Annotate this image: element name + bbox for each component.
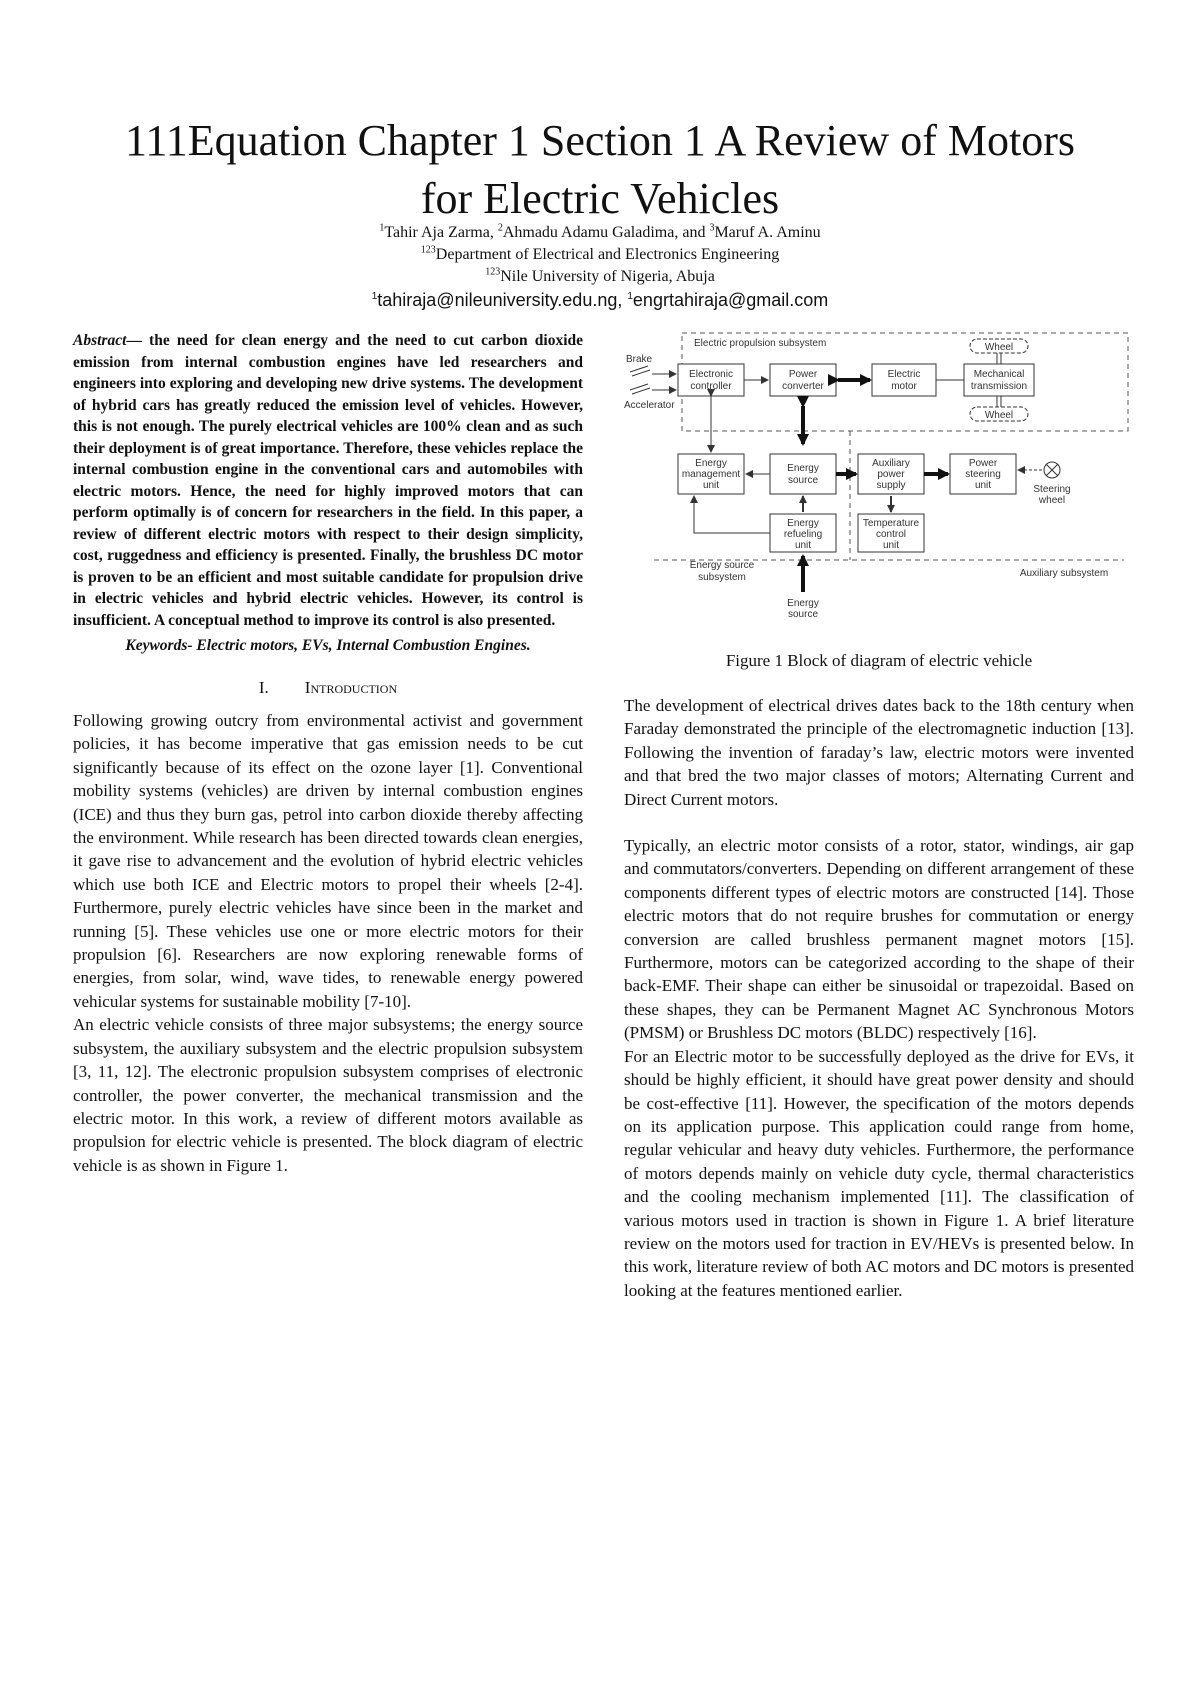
block-energy-source xyxy=(770,454,836,494)
title-line-2: for Electric Vehicles xyxy=(420,174,780,223)
energy-source-label-1: Energy xyxy=(787,463,819,474)
energy-source-label-2: source xyxy=(787,475,819,486)
university-sup: 123 xyxy=(485,266,501,278)
energy-refueling-label-3: unit xyxy=(794,540,812,551)
auxiliary-power-label-2: power xyxy=(877,469,905,480)
right-paragraph-1: The development of electrical drives dates back to the 18th century when Faraday demonstrated the principle of the electromagnetic induction [13]. Following the invention of faraday’s law, electric motors were invented and that bred the two major classes of motors; Alternating Current and Direct Current motors. xyxy=(624,696,1134,809)
power-steering-label-1: Power xyxy=(968,458,998,469)
author-block xyxy=(60,222,1140,312)
energy-management-label-1: Energy xyxy=(695,458,727,469)
paragraph-gap xyxy=(624,811,1134,834)
brake-pedal-icon xyxy=(630,366,650,376)
department-text: Department of Electrical and Electronics Engineering xyxy=(435,246,780,263)
accelerator-pedal-icon xyxy=(630,384,650,394)
wheel-top-label: Wheel xyxy=(984,342,1014,353)
label-propulsion-subsystem: Electric propulsion subsystem xyxy=(694,338,827,349)
arrow-refueling-to-management xyxy=(694,496,770,533)
email-2: engrtahiraja@gmail.com xyxy=(632,290,829,310)
author-2: Ahmadu Adamu Galadima, and xyxy=(502,224,710,241)
energy-management-label-2: management xyxy=(681,469,741,480)
steering-wheel-label-1: Steering xyxy=(1033,484,1071,495)
energy-source-subsystem-label-1: Energy source xyxy=(689,560,755,571)
intro-paragraph-1: Following growing outcry from environmental activist and government policies, it has become imperative that gas emission needs to be cut significantly because of its effect on the ozone layer [1]. Conventional mobility systems (vehicles) are driven by internal combustion engines (ICE) and thus they burn gas, petrol into carbon dioxide thereby affecting the environment. While research has been directed towards clean energies, it gave rise to advancement and the evolution of hybrid electric vehicles which use both ICE and Electric motors to propel their wheels [2-4]. Furthermore, purely electric vehicles have since been in the market and running [5]. These vehicles use one or more electric motors for their propulsion [6]. Researchers are now exploring renewable forms of energies, from solar, wind, wave tides, to renewable energy powered vehicular systems for sustainable mobility [7-10]. xyxy=(73,711,583,1011)
temperature-control-label-3: unit xyxy=(882,540,900,551)
section-number: I. xyxy=(258,678,269,697)
abstract xyxy=(73,330,583,631)
energy-source-input-label-2: source xyxy=(787,609,819,620)
title-line-1: 111Equation Chapter 1 Section 1 A Review of Motors xyxy=(125,116,1075,165)
wheel-bottom-label: Wheel xyxy=(984,410,1014,421)
auxiliary-subsystem-label: Auxiliary subsystem xyxy=(1019,568,1109,579)
section-heading-introduction xyxy=(73,677,583,699)
energy-source-subsystem-label-2: subsystem xyxy=(698,572,746,583)
block-diagram xyxy=(624,330,1134,642)
temperature-control-label-1: Temperature xyxy=(862,518,920,529)
left-column xyxy=(73,330,583,1177)
auxiliary-power-label-1: Auxiliary xyxy=(872,458,910,469)
label-accelerator: Accelerator xyxy=(624,400,675,411)
university-text: Nile University of Nigeria, Abuja xyxy=(500,268,715,285)
section-title: Introduction xyxy=(304,678,398,697)
power-steering-label-3: unit xyxy=(974,480,992,491)
auxiliary-power-label-3: supply xyxy=(876,480,906,491)
intro-paragraph-2: An electric vehicle consists of three major subsystems; the energy source subsystem, the auxiliary subsystem and the electric propulsion subsystem [3, 11, 12]. The electronic propulsion subsystem comprises of electronic controller, the power converter, the mechanical transmission and the electric motor. In this work, a review of different motors available as propulsion for electric vehicle is presented. The block diagram of electric vehicle is as shown in Figure 1. xyxy=(73,1015,583,1175)
author-university xyxy=(60,266,1140,288)
email-1: tahiraja@nileuniversity.edu.ng, xyxy=(377,290,628,310)
electric-motor-label-2: motor xyxy=(891,381,917,392)
figure-caption: Figure 1 Block of diagram of electric vehicle xyxy=(725,651,1033,670)
energy-refueling-label-1: Energy xyxy=(787,518,819,529)
author-names: $^1$Tahir Aja Zarma, $^2$Ahmadu Adamu Galadima, and $^3$Maruf A. Aminu xyxy=(379,222,821,241)
electronic-controller-label-1: Electronic xyxy=(689,369,733,380)
right-column xyxy=(624,330,1134,1302)
label-brake: Brake xyxy=(626,354,653,365)
right-paragraph-2: Typically, an electric motor consists of a rotor, stator, windings, air gap and commutators/converters. Depending on different arrangement of these components different types of electric motors are constructed [14]. Those electric motors that do not require brushes for commutation or energy conversion are called brushless permanent magnet motors [15]. Furthermore, motors can be categorized according to the shape of their back-EMF. Their shape can either be sinusoidal or trapezoidal. Based on these shapes, they can be Permanent Magnet AC Synchronous Motors (PMSM) or Brushless DC motors (BLDC) respectively [16]. xyxy=(624,836,1134,1043)
energy-management-label-3: unit xyxy=(702,480,720,491)
author-department xyxy=(60,244,1140,266)
author-3: Maruf A. Aminu xyxy=(714,224,821,241)
power-converter-label-2: converter xyxy=(782,381,824,392)
temperature-control-label-2: control xyxy=(875,529,907,540)
author-emails: $^1$tahiraja@nileuniversity.edu.ng, $^1$engrtahiraja@gmail.com xyxy=(371,290,829,310)
figure-1 xyxy=(624,330,1134,642)
right-paragraph-3: For an Electric motor to be successfully deployed as the drive for EVs, it should be highly efficient, it should have great power density and should be cost-effective [11]. However, the specification of the motors depends on its application purpose. This application could range from home, regular vehicular and heavy duty vehicles. Furthermore, the performance of motors depends mainly on vehicle duty cycle, thermal characteristics and the cooling mechanism implemented [11]. The classification of various motors used in traction is shown in Figure 1. A brief literature review on the motors used for traction in EV/HEVs is presented below. In this work, literature review of both AC motors and DC motors is presented looking at the features mentioned earlier. xyxy=(624,1046,1134,1300)
steering-wheel-spokes xyxy=(1046,464,1058,476)
author-1: Tahir Aja Zarma, xyxy=(384,224,498,241)
abstract-label: Abstract xyxy=(73,332,127,349)
power-converter-label-1: Power xyxy=(788,369,818,380)
paper-title xyxy=(60,112,1140,228)
mechanical-transmission-label-1: Mechanical xyxy=(973,369,1025,380)
mechanical-transmission-label-2: transmission xyxy=(970,381,1028,392)
department-sup: 123 xyxy=(420,244,436,256)
keywords: Keywords- Electric motors, EVs, Internal Combustion Engines. xyxy=(125,637,531,654)
abstract-text: — the need for clean energy and the need to cut carbon dioxide emission from internal combustion engines have led researchers and engineers into exploring and developing new drive systems. The development of hybrid cars has greatly reduced the emission level of vehicles. However, this is not enough. The purely electrical vehicles are 100% clean and as such their deployment is of great importance. Therefore, these vehicles replace the internal combustion engine in the conventional cars and automobiles with electric motors. Hence, the need for highly improved motors that can perform optimally is of concern for researchers in the field. In this paper, a review of different electric motors with respect to their design simplicity, cost, ruggedness and efficiency is presented. Finally, the brushless DC motor is proven to be an efficient and most suitable candidate for propulsion drive in electric vehicles and hybrid electric vehicles. However, its control is insufficient. A conceptual method to improve its control is also presented. xyxy=(73,332,583,629)
energy-refueling-label-2: refueling xyxy=(783,529,823,540)
electronic-controller-label-2: controller xyxy=(690,381,732,392)
power-steering-label-2: steering xyxy=(965,469,1001,480)
electric-motor-label-1: Electric xyxy=(887,369,921,380)
energy-source-input-label-1: Energy xyxy=(787,598,819,609)
steering-wheel-label-2: wheel xyxy=(1038,495,1066,506)
